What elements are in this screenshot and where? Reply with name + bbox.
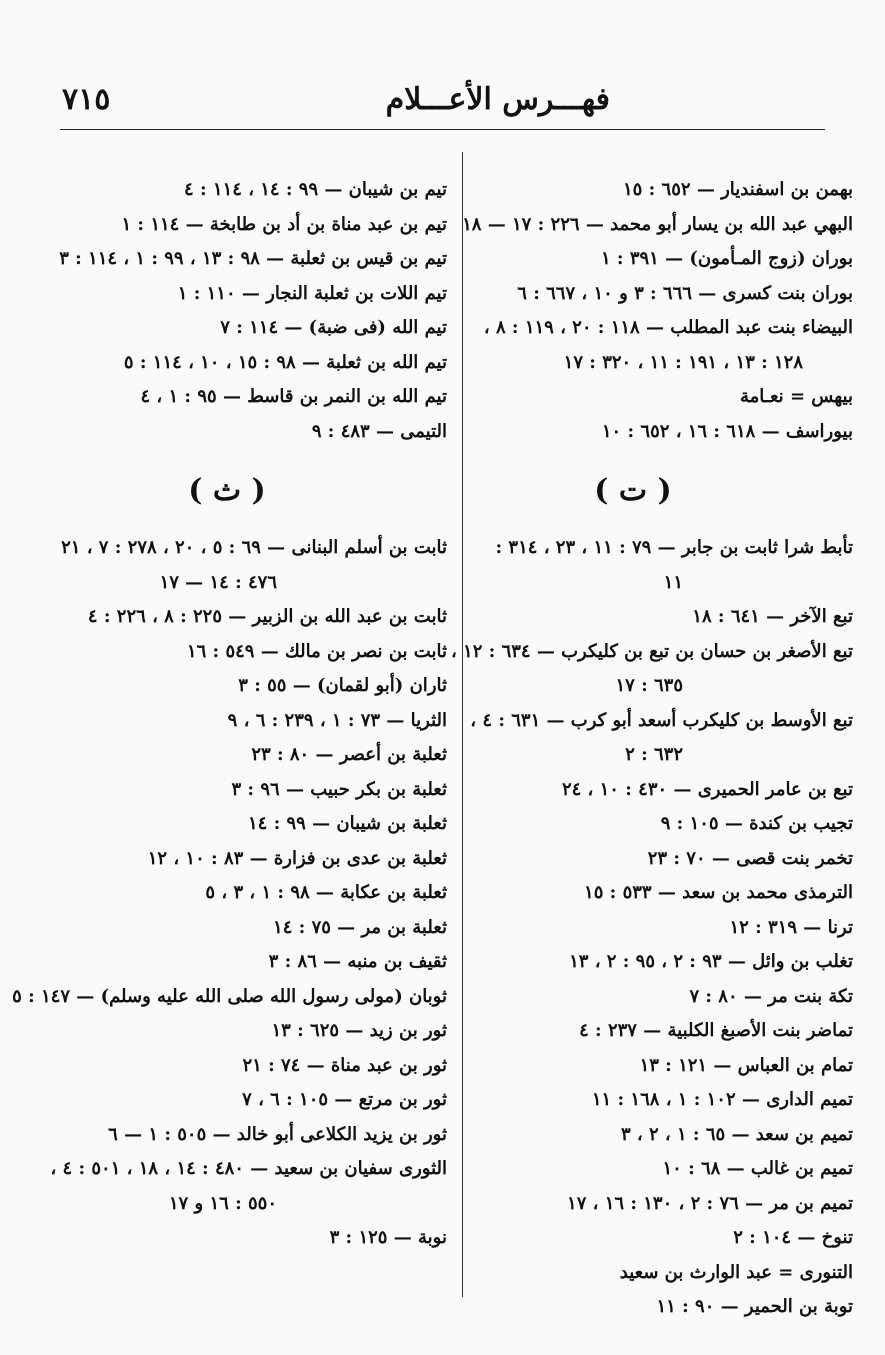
index-entry: تنوخ — ١٠٤ : ٢ (733, 1227, 853, 1248)
index-entry: بوران بنت كسرى — ٦٦٦ : ٣ و ١٠ ، ٦٦٧ : ٦ (517, 282, 853, 304)
index-entry: ثعلبة بن أعصر — ٨٠ : ٢٣ (251, 744, 447, 765)
index-entry-continuation: ٤٧٦ : ١٤ — ١٧ (159, 571, 277, 593)
index-entry: تجيب بن كندة — ١٠٥ : ٩ (660, 813, 853, 834)
index-entry-continuation: ١١ (663, 571, 683, 593)
index-entry: ثعلبة بن مر — ٧٥ : ١٤ (273, 916, 447, 938)
index-entry: ثابت بن عبد الله بن الزبير — ٢٢٥ : ٨ ، ٢٢٦ : ٤ (87, 606, 447, 627)
right-column (450, 173, 853, 1325)
index-entry: تيم الله بن ثعلبة — ٩٨ : ١٥ ، ١٠ ، ١١٤ : ٥ (123, 351, 447, 373)
index-entry: تبع الأصغر بن حسان بن تبع بن كليكرب — ٦٣٤ : ١٢ ، (450, 640, 853, 662)
index-entry: تغلب بن وائل — ٩٣ : ٢ ، ٩٥ : ٢ ، ١٣ (569, 951, 853, 972)
index-entry: تميم الدارى — ١٠٢ : ١ ، ١٦٨ : ١١ (591, 1089, 853, 1110)
index-entry-continuation: ٥٥٠ : ١٦ و ١٧ (168, 1192, 277, 1214)
index-entry-continuation: ١٢٨ : ١٣ ، ١٩١ : ١١ ، ٣٢٠ : ١٧ (563, 351, 803, 373)
page-header (60, 78, 825, 122)
index-entry: ثور بن عبد مناة — ٧٤ : ٢١ (242, 1054, 447, 1076)
index-entry: بيوراسف — ٦١٨ : ١٦ ، ٦٥٢ : ١٠ (601, 420, 853, 442)
index-entry: البهي عبد الله بن يسار أبو محمد — ٢٢٦ : ١٧ — ١٨ (462, 213, 853, 235)
index-entry: البيضاء بنت عبد المطلب — ١١٨ : ٢٠ ، ١١٩ : ٨ ، (483, 317, 853, 338)
index-entry: التيمى — ٤٨٣ : ٩ (311, 420, 447, 442)
index-entry: تيم بن شيبان — ٩٩ : ١٤ ، ١١٤ : ٤ (184, 179, 447, 200)
index-entry: ثعلبة بن عدى بن فزارة — ٨٣ : ١٠ ، ١٢ (147, 847, 447, 869)
index-entry: ثاران (أبو لقمان) — ٥٥ : ٣ (238, 675, 447, 696)
index-entry: ثابت بن أسلم البنانى — ٦٩ : ٥ ، ٢٠ ، ٢٧٨ : ٧ ، ٢١ (61, 537, 447, 558)
index-entry: تيم اللات بن ثعلبة النجار — ١١٠ : ١ (177, 282, 447, 304)
index-entry: التنورى = عبد الوارث بن سعيد (619, 1261, 853, 1283)
index-entry: الترمذى محمد بن سعد — ٥٣٣ : ١٥ (584, 882, 853, 903)
index-entry: تميم بن مر — ٧٦ : ٢ ، ١٣٠ : ١٦ ، ١٧ (567, 1192, 853, 1214)
index-entry: نوبة — ١٢٥ : ٣ (329, 1227, 447, 1248)
index-entry: الثريا — ٧٣ : ١ ، ٢٣٩ : ٦ ، ٩ (227, 709, 447, 731)
index-entry: تميم بن غالب — ٦٨ : ١٠ (662, 1158, 853, 1179)
index-entry: بوران (زوج المـأمون) — ٣٩١ : ١ (600, 248, 853, 269)
index-entry: تماضر بنت الأصبغ الكلبية — ٢٣٧ : ٤ (579, 1020, 853, 1041)
index-entry: تيم بن قيس بن ثعلبة — ٩٨ : ١٣ ، ٩٩ : ١ ، ١١٤ : ٣ (59, 248, 447, 269)
section-heading-ta: ( ت ) (594, 472, 672, 508)
index-entry: الثورى سفيان بن سعيد — ٤٨٠ : ١٤ ، ١٨ ، ٥٠١ : ٤ ، (50, 1158, 447, 1179)
index-entry: ثوبان (مولى رسول الله صلى الله عليه وسلم) — ١٤٧ : ٥ (12, 985, 447, 1007)
index-entry-continuation: ٦٣٢ : ٢ (625, 744, 683, 765)
index-entry: ثور بن مرتع — ١٠٥ : ٦ ، ٧ (242, 1089, 447, 1110)
index-entry: ثعلبة بن عكابة — ٩٨ : ١ ، ٣ ، ٥ (205, 882, 447, 903)
index-entry: تأبط شرا ثابت بن جابر — ٧٩ : ١١ ، ٢٣ ، ٣١٤ : (495, 537, 853, 558)
index-entry: ثور بن زيد — ٦٢٥ : ١٣ (271, 1020, 447, 1041)
index-entry: بهمن بن اسفنديار — ٦٥٢ : ١٥ (623, 179, 853, 200)
section-heading-tha: ( ث ) (188, 472, 266, 508)
index-entry: توبة بن الحمير — ٩٠ : ١١ (656, 1296, 853, 1317)
page-title: فهـــرس الأعـــلام (385, 82, 610, 117)
index-entry: تبع الأوسط بن كليكرب أسعد أبو كرب — ٦٣١ : ٤ ، (470, 709, 853, 731)
index-entry: بيهس = نعـامة (739, 386, 853, 407)
index-entry: تبع بن عامر الحميرى — ٤٣٠ : ١٠ ، ٢٤ (561, 778, 853, 800)
index-entry: ثعلبة بن شيبان — ٩٩ : ١٤ (247, 813, 447, 834)
index-entry: تكة بنت مر — ٨٠ : ٧ (689, 985, 853, 1007)
index-entry: ثقيف بن منبه — ٨٦ : ٣ (268, 951, 447, 972)
index-entry: تبع الآخر — ٦٤١ : ١٨ (692, 606, 853, 627)
index-entry: ثابت بن نصر بن مالك — ٥٤٩ : ١٦ (186, 640, 447, 662)
left-column (12, 173, 447, 1256)
page-number: ٧١٥ (62, 82, 111, 117)
index-entry: تيم الله (فى ضبة) — ١١٤ : ٧ (220, 317, 447, 338)
index-entry: ثعلبة بن بكر حبيب — ٩٦ : ٣ (231, 778, 447, 800)
index-entry-continuation: ٦٣٥ : ١٧ (615, 675, 683, 696)
header-rule (60, 129, 825, 130)
index-entry: تيم بن عبد مناة بن أد بن طابخة — ١١٤ : ١ (121, 213, 447, 235)
index-entry: ثور بن يزيد الكلاعى أبو خالد — ٥٠٥ : ١ — ٦ (108, 1123, 447, 1145)
index-entry: تمام بن العباس — ١٢١ : ١٣ (639, 1054, 853, 1076)
index-entry: ترنا — ٣١٩ : ١٢ (729, 916, 853, 938)
index-entry: تميم بن سعد — ٦٥ : ١ ، ٢ ، ٣ (620, 1123, 853, 1145)
index-entry: تخمر بنت قصى — ٧٠ : ٢٣ (647, 847, 853, 869)
index-entry: تيم الله بن النمر بن قاسط — ٩٥ : ١ ، ٤ (140, 386, 447, 407)
